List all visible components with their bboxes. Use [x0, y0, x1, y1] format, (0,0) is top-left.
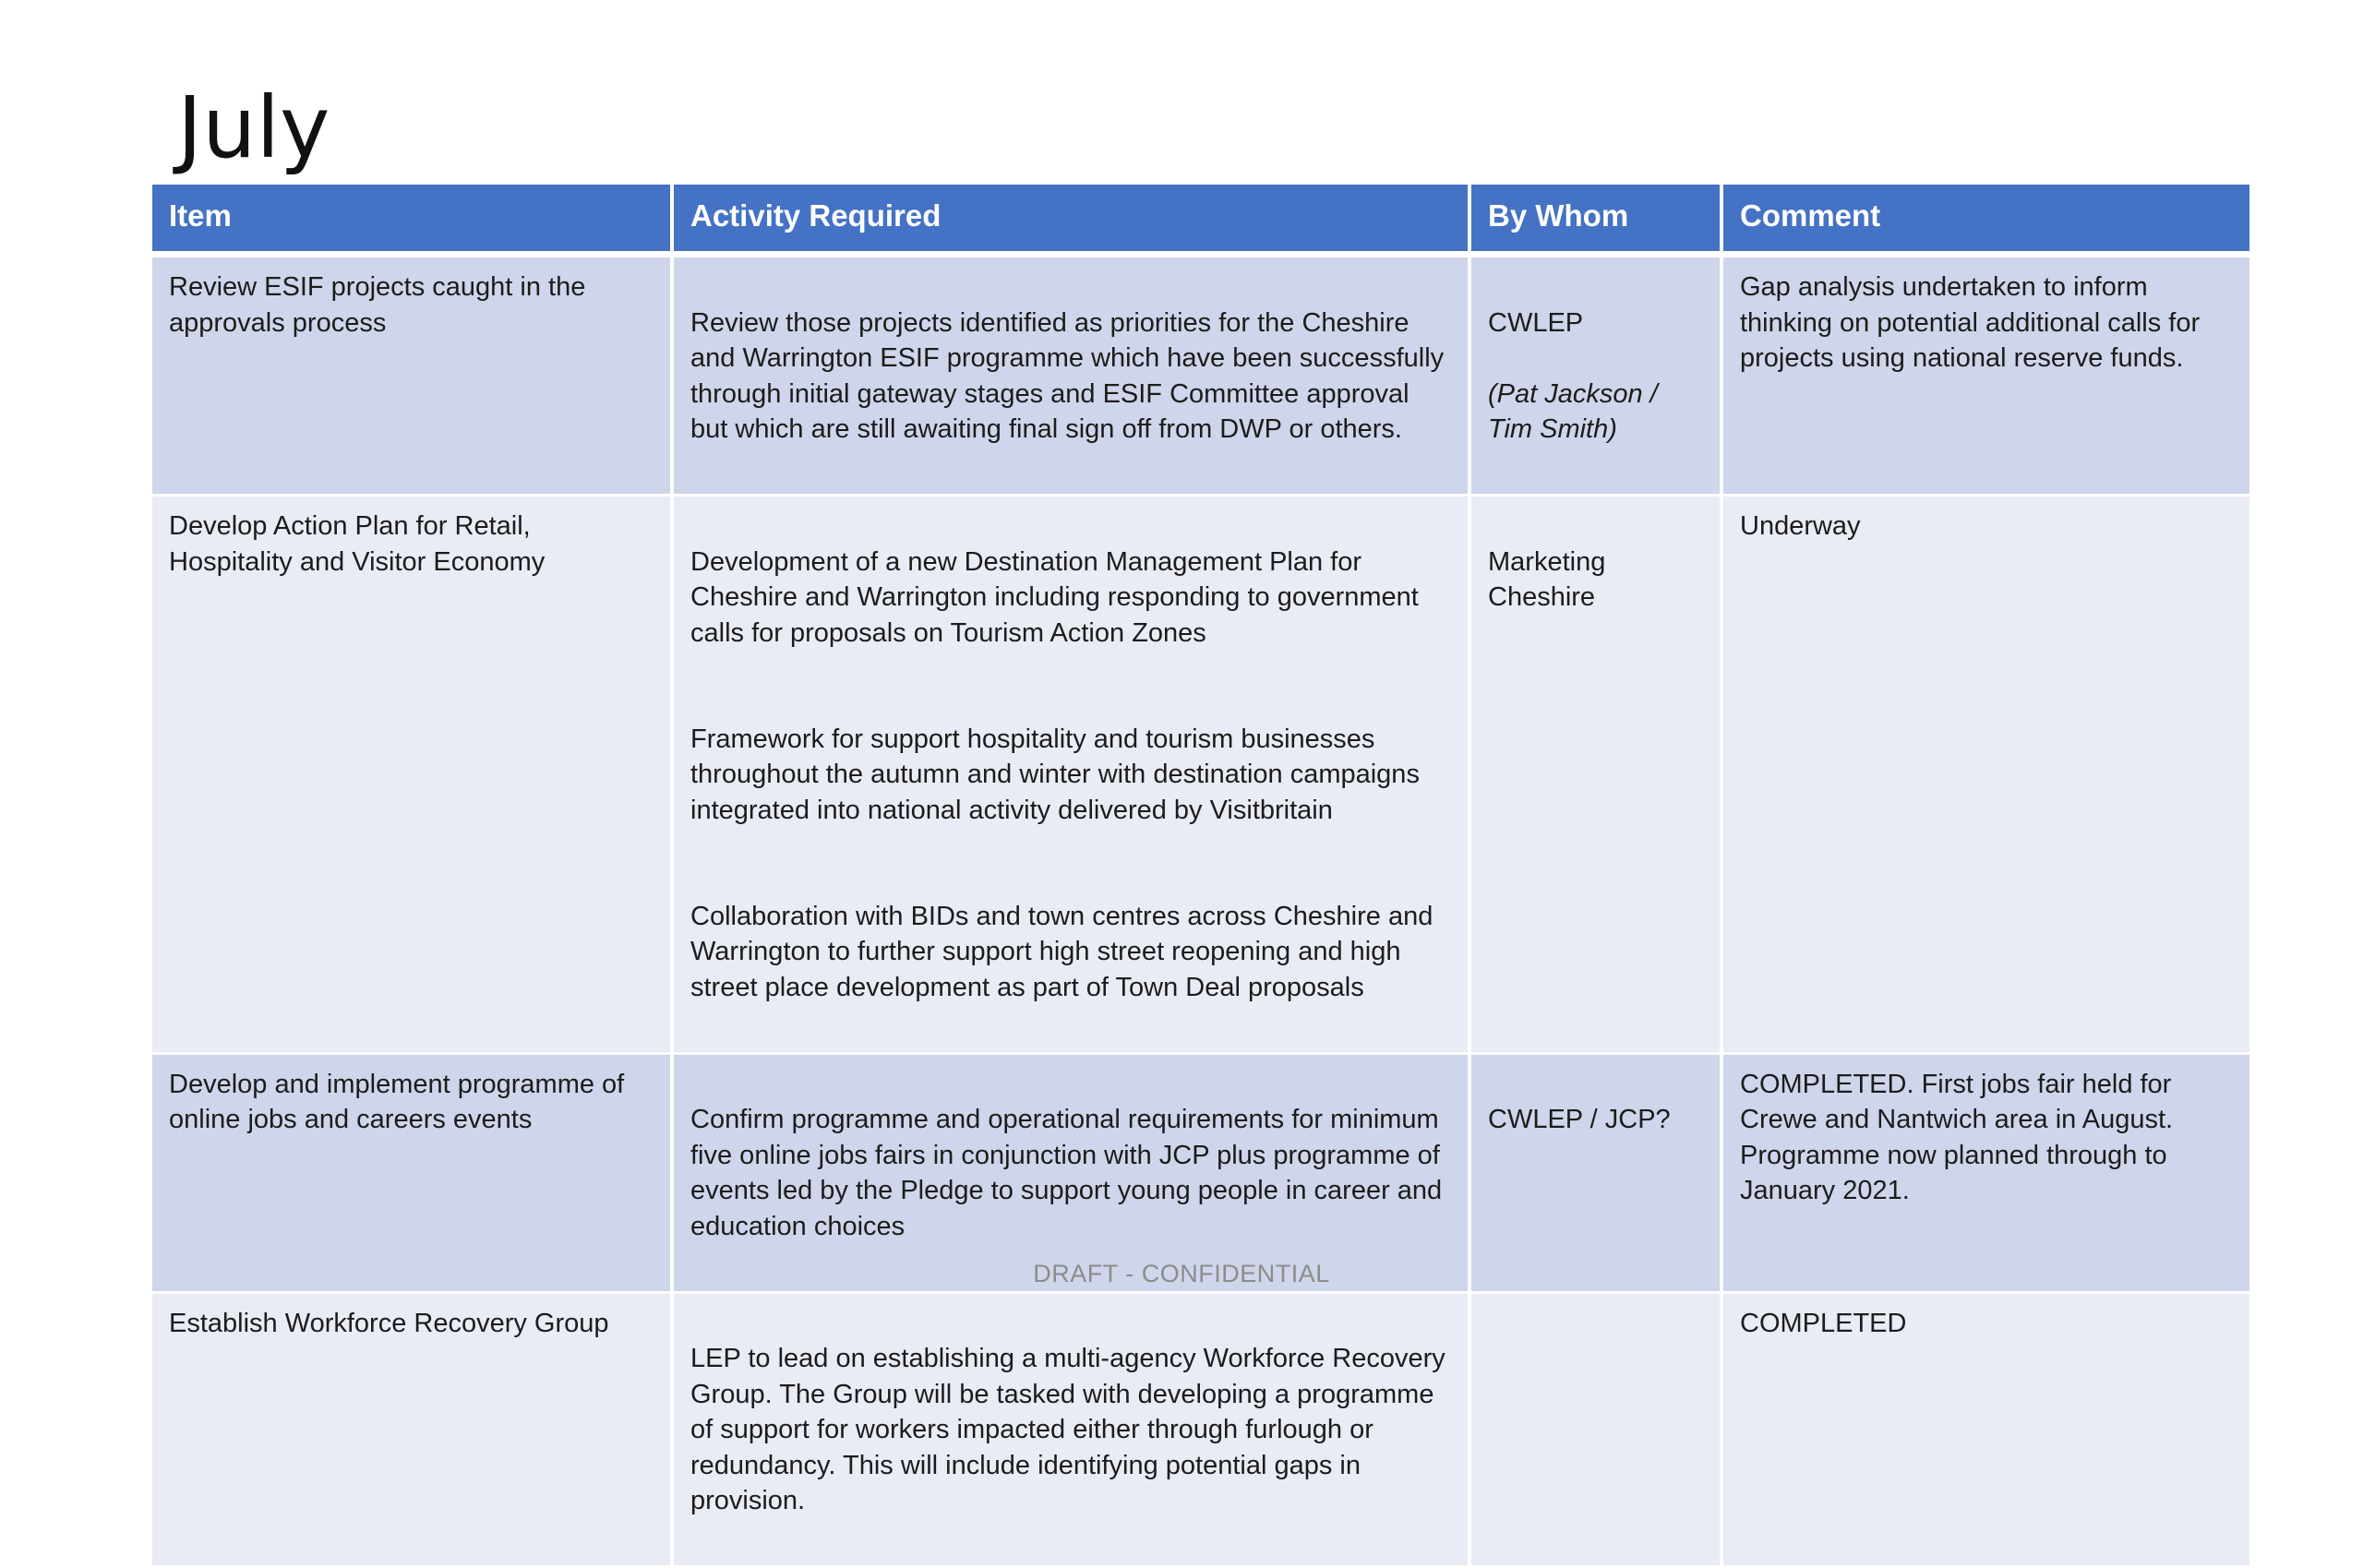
header-comment: Comment: [1723, 185, 2249, 257]
cell-by-whom: [1471, 1055, 1723, 1294]
by-whom-org: Marketing Cheshire: [1488, 545, 1703, 616]
cell-item: Develop Action Plan for Retail, Hospitality and Visitor Economy: [152, 497, 674, 1055]
cell-by-whom: [1471, 497, 1723, 1055]
activity-paragraph: Framework for support hospitality and tourism businesses throughout the autumn and winter with destination campaigns integrated into national activity delivered by Visitbritain: [690, 722, 1451, 829]
by-whom-org: CWLEP: [1488, 305, 1703, 341]
header-item: Item: [152, 185, 674, 257]
header-activity: Activity Required: [674, 185, 1471, 257]
table-header-row: [152, 185, 2249, 257]
cell-activity: [674, 257, 1471, 497]
activity-paragraph: Confirm programme and operational requirements for minimum five online jobs fairs in conjunction with JCP plus programme of events led by the Pledge to support young people in career and education choices: [690, 1102, 1451, 1244]
activity-paragraph: Development of a new Destination Management Plan for Cheshire and Warrington including responding to government calls for proposals on Tourism Action Zones: [690, 545, 1451, 652]
by-whom-people: (Pat Jackson / Tim Smith): [1488, 377, 1703, 448]
activity-paragraph: Review those projects identified as priorities for the Cheshire and Warrington ESIF programme which have been successfully through initial gateway stages and ESIF Committee approval but which are still awaiting final sign off from DWP or others.: [690, 305, 1451, 448]
slide-title: July: [177, 81, 330, 174]
footer-confidential: DRAFT - CONFIDENTIAL: [0, 1260, 2363, 1288]
activity-paragraph: Collaboration with BIDs and town centres across Cheshire and Warrington to further support high street reopening and high street place development as part of Town Deal proposals: [690, 899, 1451, 1006]
table-row: [152, 497, 2249, 1055]
cell-item: Develop and implement programme of online jobs and careers events: [152, 1055, 674, 1294]
cell-item: Establish Workforce Recovery Group: [152, 1294, 674, 1568]
by-whom-org: CWLEP / JCP?: [1488, 1102, 1703, 1138]
header-by-whom: By Whom: [1471, 185, 1723, 257]
table-row: [152, 257, 2249, 497]
action-table: [152, 185, 2249, 1568]
cell-comment: Underway: [1723, 497, 2249, 1055]
cell-comment: COMPLETED. First jobs fair held for Crewe and Nantwich area in August. Programme now planned through to January 2021.: [1723, 1055, 2249, 1294]
table-row: [152, 1294, 2249, 1568]
cell-comment: COMPLETED: [1723, 1294, 2249, 1568]
cell-by-whom: [1471, 1294, 1723, 1568]
activity-paragraph: LEP to lead on establishing a multi-agency Workforce Recovery Group. The Group will be tasked with developing a programme of support for workers impacted either through furlough or redundancy. This will include identifying potential gaps in provision.: [690, 1341, 1451, 1519]
cell-by-whom: [1471, 257, 1723, 497]
cell-activity: [674, 1055, 1471, 1294]
cell-item: Review ESIF projects caught in the approvals process: [152, 257, 674, 497]
cell-comment: Gap analysis undertaken to inform thinking on potential additional calls for projects using national reserve funds.: [1723, 257, 2249, 497]
table-row: [152, 1055, 2249, 1294]
cell-activity: [674, 497, 1471, 1055]
action-table-container: [152, 185, 2249, 1568]
cell-activity: [674, 1294, 1471, 1568]
